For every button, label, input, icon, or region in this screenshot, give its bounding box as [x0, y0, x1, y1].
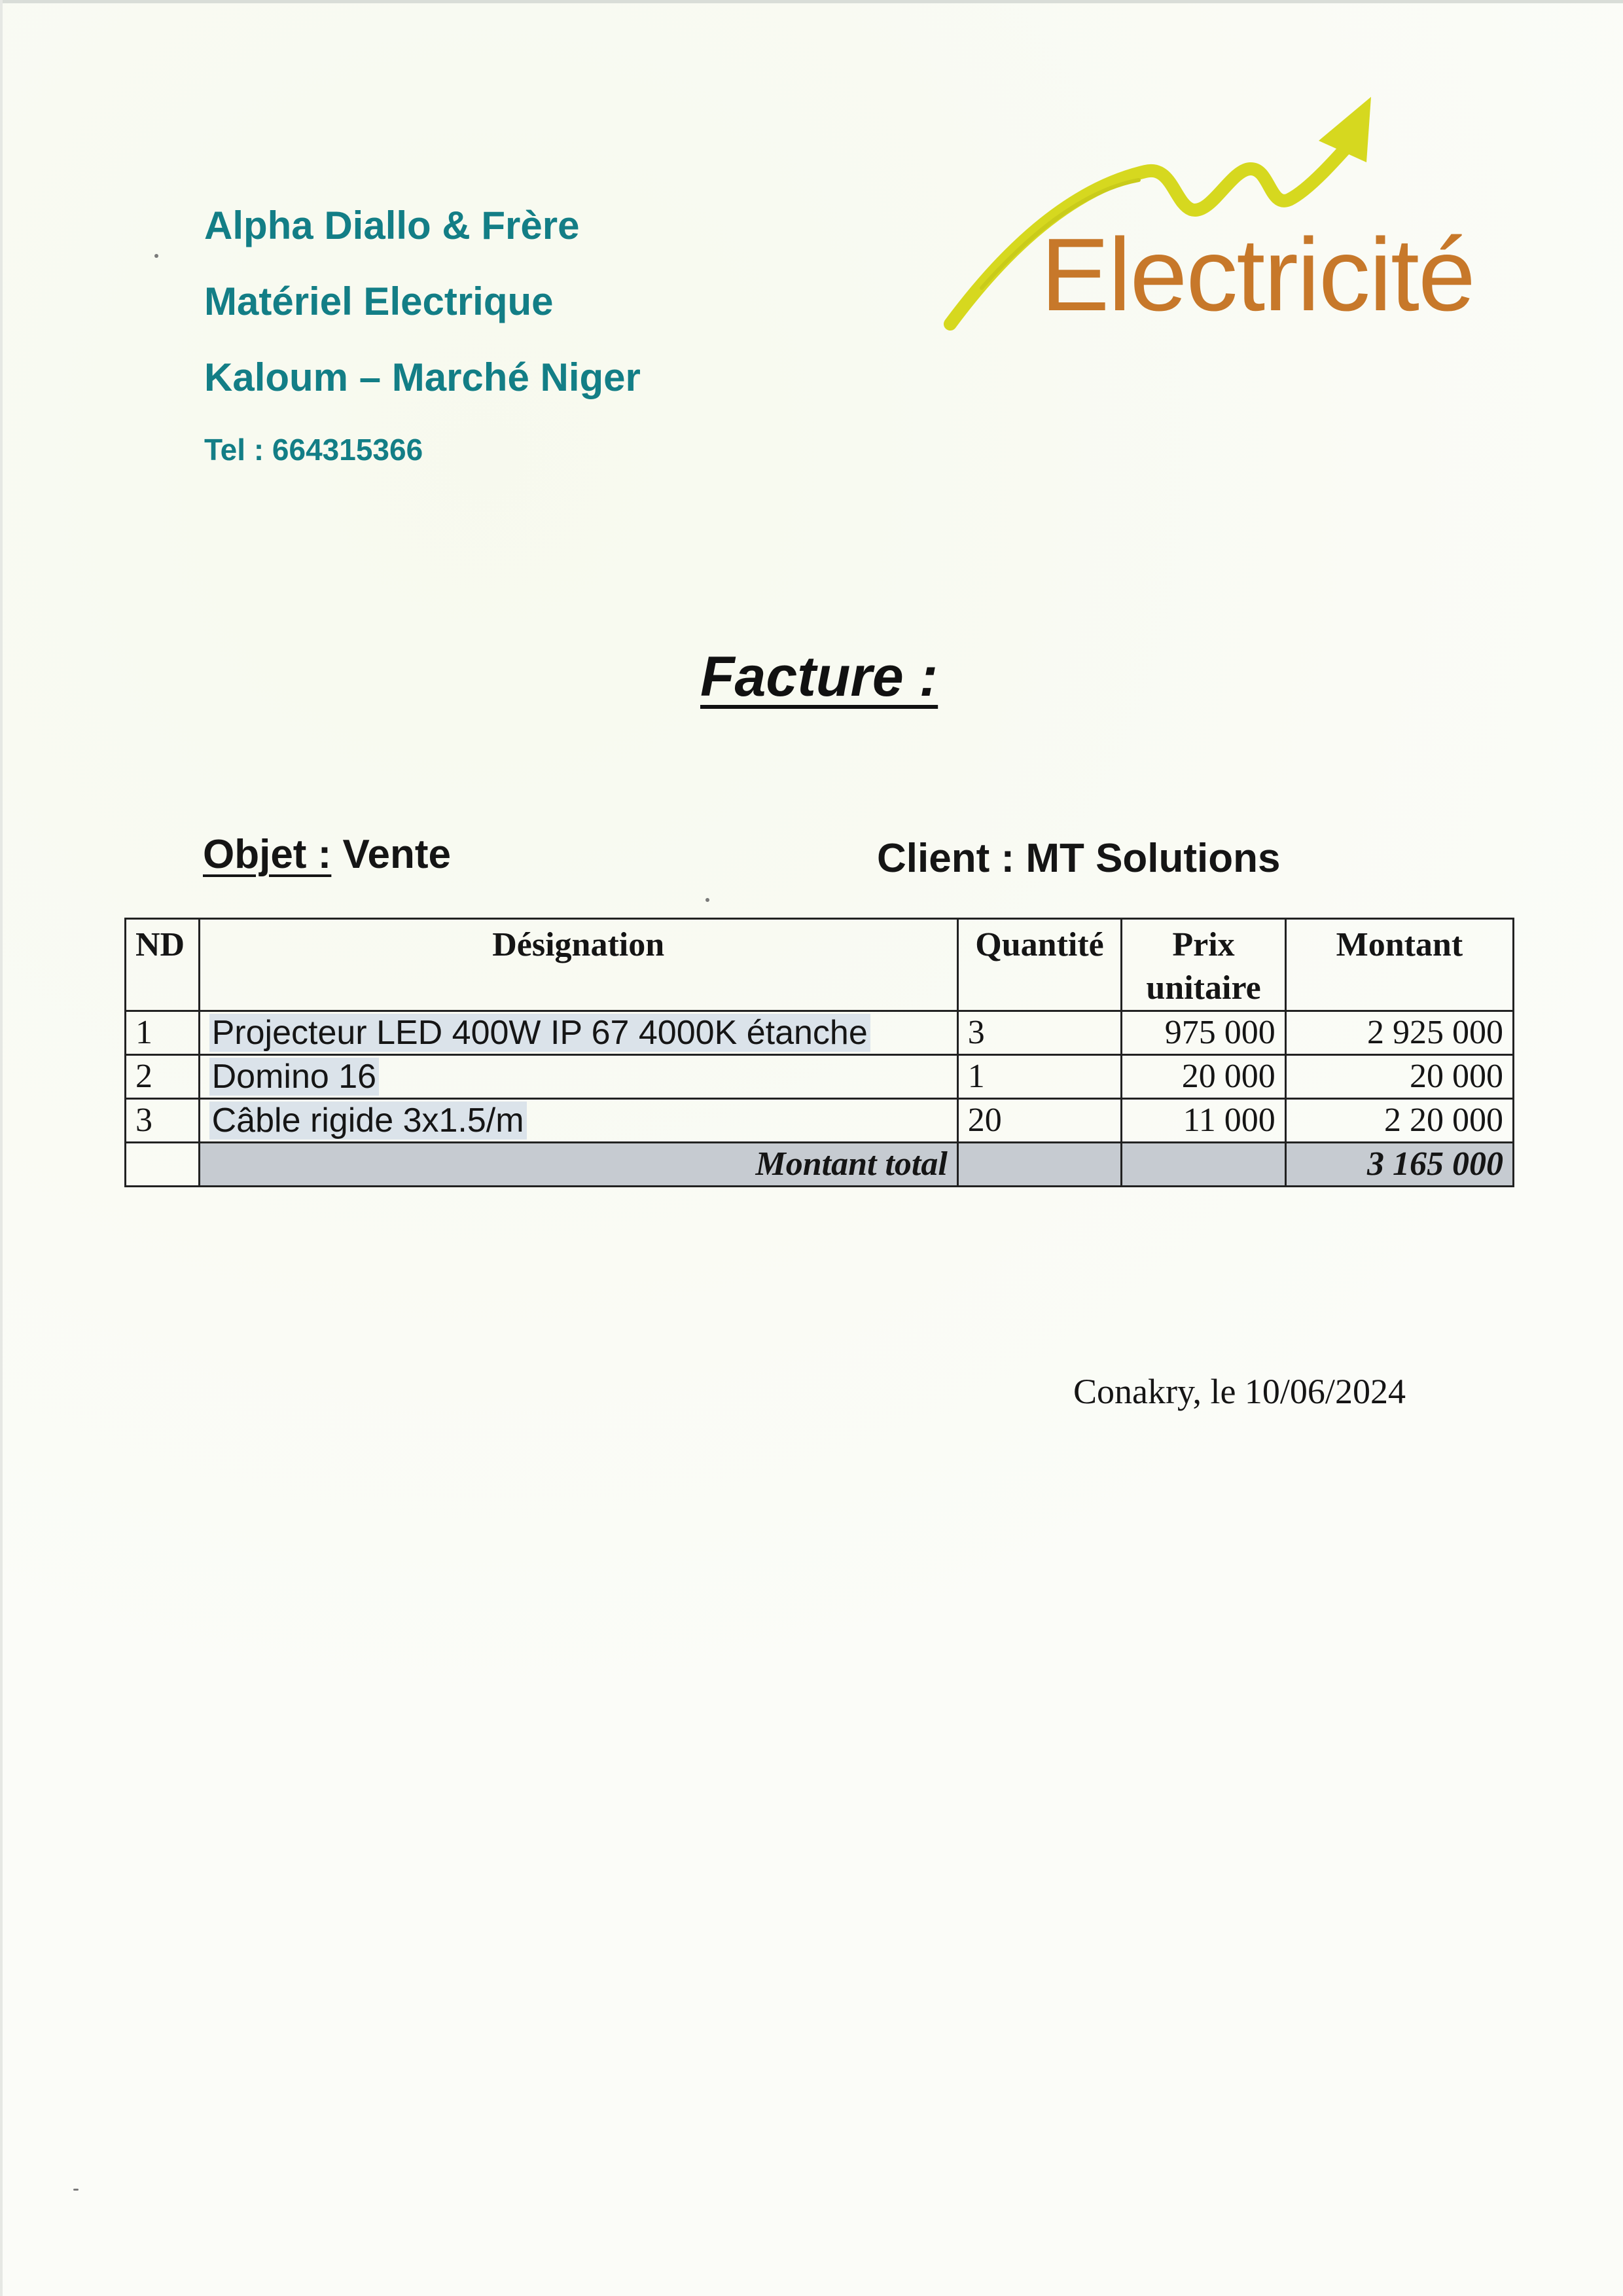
row-quantite: 1: [957, 1055, 1122, 1099]
row-nd: 3: [126, 1099, 200, 1143]
company-phone: Tel : 664315366: [204, 433, 423, 467]
row-montant: 2 20 000: [1285, 1099, 1513, 1143]
row-designation: [199, 1011, 957, 1055]
table-total-row: [126, 1143, 1514, 1187]
row-designation-text: Câble rigide 3x1.5/m: [209, 1102, 527, 1139]
invoice-table: [124, 918, 1514, 1187]
logo-text: Electricité: [1041, 217, 1474, 332]
scan-speck: [154, 254, 158, 258]
header-prix-line2: unitaire: [1146, 969, 1261, 1007]
scan-speck: [73, 2189, 79, 2191]
row-designation-text: Domino 16: [209, 1058, 379, 1096]
header-prix-unitaire: [1122, 919, 1286, 1011]
table-row: [126, 1011, 1514, 1055]
header-prix-line1: Prix: [1172, 926, 1235, 963]
row-prix-unitaire: 975 000: [1122, 1011, 1286, 1055]
row-nd: 1: [126, 1011, 200, 1055]
row-montant: 2 925 000: [1285, 1011, 1513, 1055]
place-date: Conakry, le 10/06/2024: [1073, 1372, 1406, 1411]
company-address: Kaloum – Marché Niger: [204, 355, 641, 399]
company-activity: Matériel Electrique: [204, 279, 554, 323]
row-prix-unitaire: 20 000: [1122, 1055, 1286, 1099]
electricite-logo: [942, 92, 1544, 367]
row-designation: [199, 1099, 957, 1143]
header-nd: ND: [126, 919, 200, 1011]
row-prix-unitaire: 11 000: [1122, 1099, 1286, 1143]
company-header: [204, 196, 641, 473]
objet-value: Vente: [331, 832, 451, 877]
client-line: Client : MT Solutions: [877, 836, 1281, 881]
table-row: [126, 1099, 1514, 1143]
row-quantite: 3: [957, 1011, 1122, 1055]
scan-top-edge: [0, 0, 1623, 3]
table-header-row: [126, 919, 1514, 1011]
objet-label: Objet :: [203, 832, 332, 877]
row-designation-text: Projecteur LED 400W IP 67 4000K étanche: [209, 1014, 870, 1052]
company-name: Alpha Diallo & Frère: [204, 204, 580, 247]
total-value: 3 165 000: [1285, 1143, 1513, 1187]
row-designation: [199, 1055, 957, 1099]
header-designation: Désignation: [199, 919, 957, 1011]
total-empty-pu: [1122, 1143, 1286, 1187]
header-quantite: Quantité: [957, 919, 1122, 1011]
document-title: Facture :: [700, 645, 938, 708]
total-empty-nd: [126, 1143, 200, 1187]
header-montant: Montant: [1285, 919, 1513, 1011]
scan-speck: [705, 898, 709, 902]
table-row: [126, 1055, 1514, 1099]
row-quantite: 20: [957, 1099, 1122, 1143]
total-empty-qty: [957, 1143, 1122, 1187]
row-nd: 2: [126, 1055, 200, 1099]
objet-line: [203, 831, 451, 878]
row-montant: 20 000: [1285, 1055, 1513, 1099]
scan-left-edge: [0, 0, 3, 2296]
total-label: Montant total: [199, 1143, 957, 1187]
